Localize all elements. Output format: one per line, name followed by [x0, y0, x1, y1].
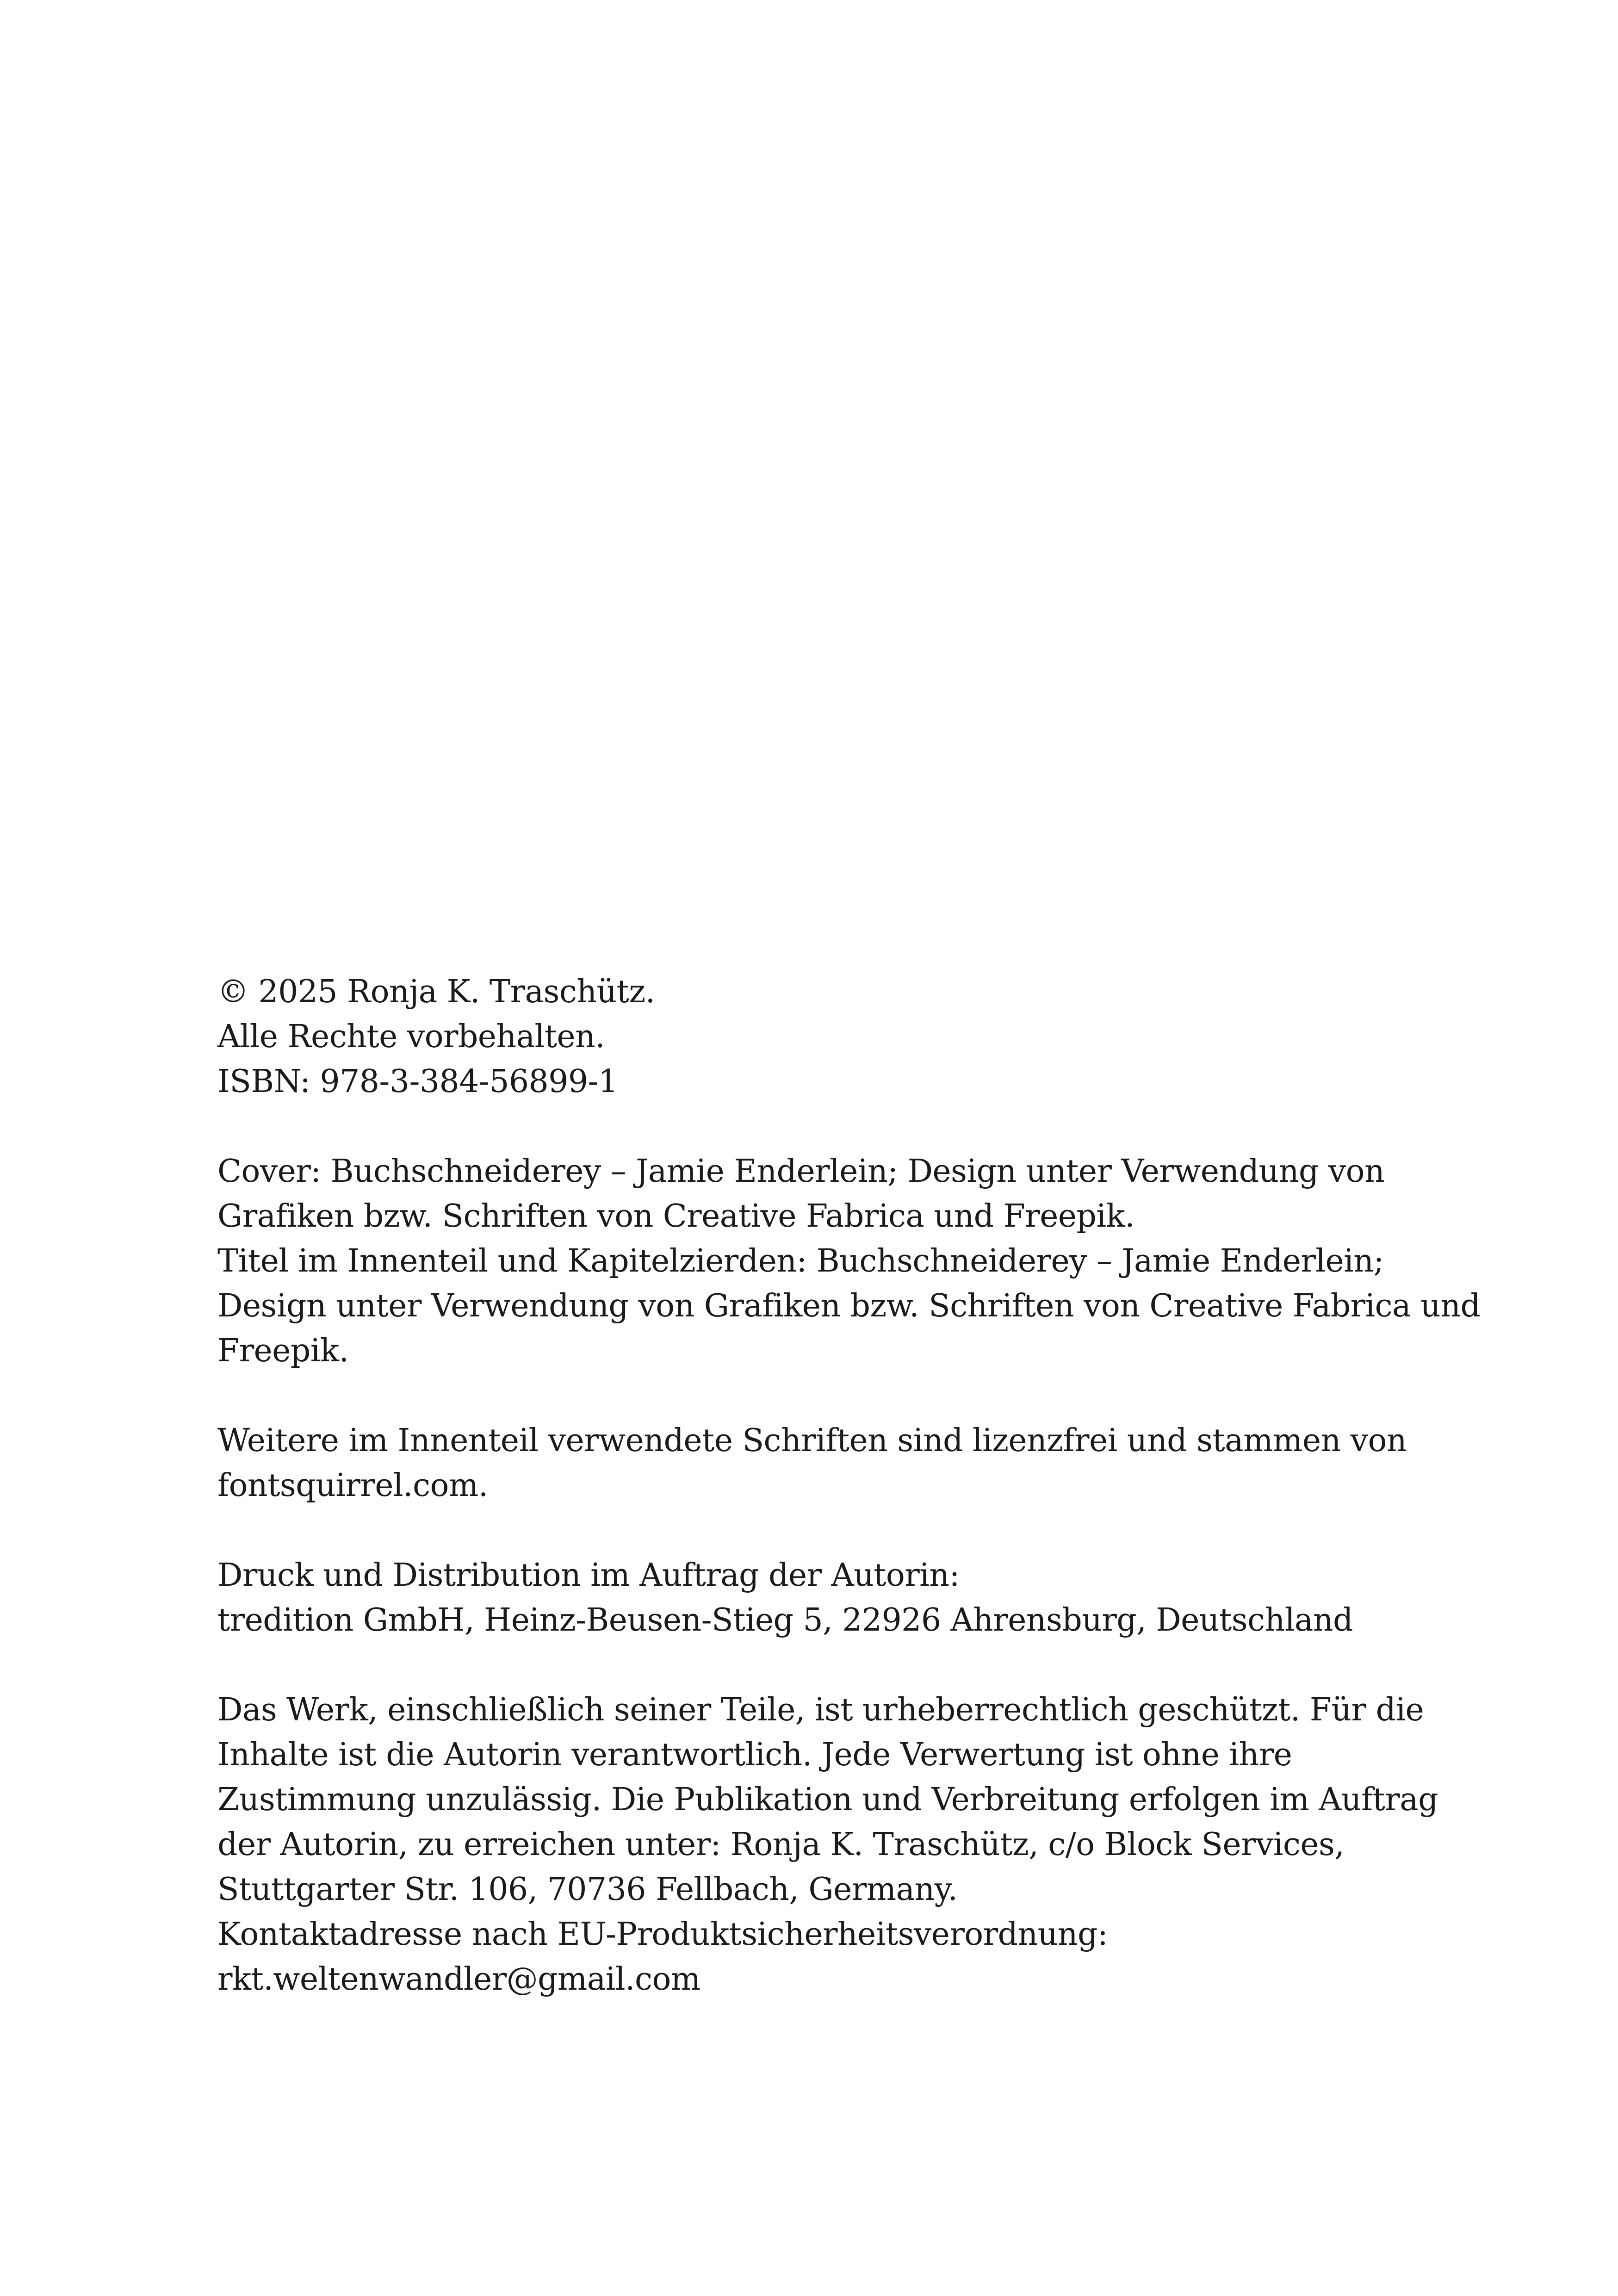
author-address-line: Stuttgarter Str. 106, 70736 Fellbach, Germany.	[217, 1871, 958, 1908]
publisher-address-line: tredition GmbH, Heinz-Beusen-Stieg 5, 22926 Ahrensburg, Deutschland	[217, 1602, 1353, 1638]
cover-credit-line: Cover: Buchschneiderey – Jamie Enderlein; Design unter Verwendung von	[217, 1153, 1385, 1190]
interior-credit-line: Titel im Innenteil und Kapitelzierden: Buchschneiderey – Jamie Enderlein;	[217, 1243, 1384, 1279]
imprint-text	[217, 969, 1481, 2002]
legal-notice-line: der Autorin, zu erreichen unter: Ronja K. Traschütz, c/o Block Services,	[217, 1826, 1345, 1863]
cover-credit-line: Grafiken bzw. Schriften von Creative Fabrica und Freepik.	[217, 1198, 1135, 1235]
printing-line: Druck und Distribution im Auftrag der Autorin:	[217, 1557, 960, 1594]
legal-notice-line: Inhalte ist die Autorin verantwortlich. Jede Verwertung ist ohne ihre	[217, 1737, 1292, 1773]
rights-reserved-line: Alle Rechte vorbehalten.	[217, 1018, 605, 1055]
isbn-line: ISBN: 978-3-384-56899-1	[217, 1063, 618, 1100]
copyright-line: © 2025 Ronja K. Traschütz.	[217, 974, 655, 1010]
legal-notice-line: Zustimmung unzulässig. Die Publikation und Verbreitung erfolgen im Auftrag	[217, 1781, 1438, 1818]
printing-block	[217, 1553, 1467, 1643]
contact-email: rkt.weltenwandler@gmail.com	[217, 1961, 701, 1998]
fonts-note-line: Weitere im Innenteil verwendete Schriften sind lizenzfrei und stammen von	[217, 1422, 1407, 1459]
legal-notice-block	[217, 1688, 1467, 2002]
contact-label-line: Kontaktadresse nach EU-Produktsicherheitsverordnung:	[217, 1916, 1108, 1953]
copyright-block	[217, 969, 1467, 1104]
interior-credit-line: Design unter Verwendung von Grafiken bzw. Schriften von Creative Fabrica und	[217, 1288, 1481, 1324]
fonts-note-line: fontsquirrel.com.	[217, 1467, 488, 1504]
fonts-note-block	[217, 1418, 1467, 1508]
interior-credit-line: Freepik.	[217, 1333, 349, 1369]
design-credits-block	[217, 1149, 1481, 1373]
legal-notice-line: Das Werk, einschließlich seiner Teile, ist urheberrechtlich geschützt. Für die	[217, 1692, 1424, 1728]
